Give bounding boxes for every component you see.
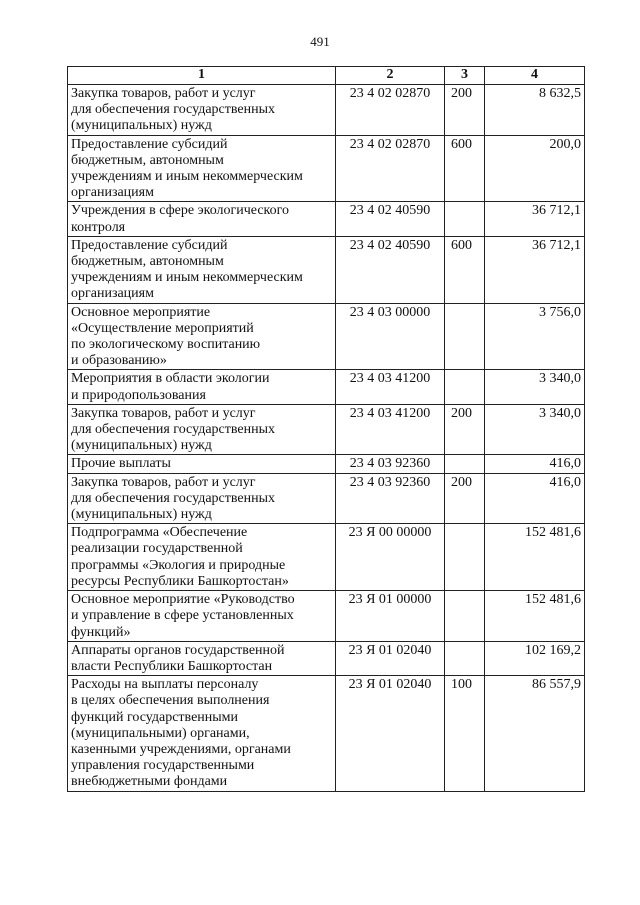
row-name-line: Прочие выплаты	[71, 456, 171, 472]
table-row	[68, 473, 585, 524]
row-amount-cell: 36 712,1	[485, 202, 585, 236]
row-code-cell: 23 4 03 41200	[336, 370, 445, 404]
table-row	[68, 303, 585, 370]
row-name-line: организациям	[71, 286, 154, 302]
row-name-line: организациям	[71, 185, 154, 201]
row-amount-cell: 152 481,6	[485, 524, 585, 591]
row-expense-type-cell: 200	[445, 473, 485, 524]
row-amount-cell: 8 632,5	[485, 85, 585, 136]
row-name-cell	[68, 370, 336, 404]
table-body	[68, 85, 585, 792]
row-name-line: (муниципальных) нужд	[71, 118, 212, 134]
header-row	[68, 67, 585, 85]
row-expense-type-cell	[445, 591, 485, 642]
row-name-cell	[68, 135, 336, 202]
row-name-line: Основное мероприятие	[71, 304, 211, 320]
row-amount-cell: 3 340,0	[485, 370, 585, 404]
row-name-cell	[68, 641, 336, 675]
row-name-line: бюджетным, автономным	[71, 254, 224, 270]
row-amount-cell: 200,0	[485, 135, 585, 202]
table-row	[68, 591, 585, 642]
column-header-2: 2	[336, 67, 445, 85]
row-expense-type-cell	[445, 303, 485, 370]
row-code-cell: 23 4 03 92360	[336, 455, 445, 473]
row-name-cell	[68, 236, 336, 303]
row-name-line: Подпрограмма «Обеспечение	[71, 525, 248, 541]
row-code-cell: 23 4 02 40590	[336, 202, 445, 236]
row-expense-type-cell	[445, 641, 485, 675]
row-name-line: казенными учреждениями, органами	[71, 741, 291, 757]
row-name-line: функций государственными	[71, 709, 239, 725]
row-expense-type-cell	[445, 524, 485, 591]
row-name-line: Закупка товаров, работ и услуг	[71, 405, 256, 421]
row-name-line: Основное мероприятие «Руководство	[71, 592, 295, 608]
row-name-cell	[68, 303, 336, 370]
row-name-line: реализации государственной	[71, 541, 243, 557]
row-name-line: «Осуществление мероприятий	[71, 320, 254, 336]
row-name-line: функций»	[71, 624, 131, 640]
row-amount-cell: 416,0	[485, 473, 585, 524]
row-expense-type-cell	[445, 370, 485, 404]
row-name-cell	[68, 676, 336, 791]
row-name-line: для обеспечения государственных	[71, 102, 275, 118]
table-row	[68, 85, 585, 136]
row-code-cell: 23 Я 01 02040	[336, 676, 445, 791]
row-amount-cell: 86 557,9	[485, 676, 585, 791]
row-expense-type-cell: 100	[445, 676, 485, 791]
row-code-cell: 23 Я 00 00000	[336, 524, 445, 591]
row-name-cell	[68, 202, 336, 236]
row-code-cell: 23 Я 01 02040	[336, 641, 445, 675]
row-code-cell: 23 4 03 00000	[336, 303, 445, 370]
row-name-line: для обеспечения государственных	[71, 422, 275, 438]
row-expense-type-cell: 200	[445, 85, 485, 136]
page-number: 491	[310, 34, 330, 49]
row-name-line: Мероприятия в области экологии	[71, 371, 270, 387]
row-name-line: Предоставление субсидий	[71, 136, 228, 152]
row-name-cell	[68, 455, 336, 473]
table-row	[68, 135, 585, 202]
row-name-line: учреждениям и иным некоммерческим	[71, 270, 303, 286]
row-amount-cell: 3 340,0	[485, 404, 585, 455]
row-expense-type-cell	[445, 202, 485, 236]
table-row	[68, 404, 585, 455]
table-row	[68, 455, 585, 473]
row-name-line: (муниципальными) органами,	[71, 725, 250, 741]
row-code-cell: 23 4 02 02870	[336, 135, 445, 202]
row-code-cell: 23 Я 01 00000	[336, 591, 445, 642]
row-code-cell: 23 4 02 02870	[336, 85, 445, 136]
row-amount-cell: 152 481,6	[485, 591, 585, 642]
row-name-cell	[68, 524, 336, 591]
row-amount-cell: 36 712,1	[485, 236, 585, 303]
row-code-cell: 23 4 03 41200	[336, 404, 445, 455]
row-expense-type-cell: 600	[445, 135, 485, 202]
row-amount-cell: 416,0	[485, 455, 585, 473]
row-name-line: в целях обеспечения выполнения	[71, 693, 270, 709]
table-row	[68, 370, 585, 404]
row-name-line: учреждениям и иным некоммерческим	[71, 169, 303, 185]
row-name-line: Предоставление субсидий	[71, 237, 228, 253]
row-expense-type-cell: 600	[445, 236, 485, 303]
row-name-line: и управление в сфере установленных	[71, 608, 294, 624]
row-name-line: Закупка товаров, работ и услуг	[71, 474, 256, 490]
row-name-line: Учреждения в сфере экологического	[71, 203, 290, 219]
row-name-line: и образованию»	[71, 353, 167, 369]
row-name-cell	[68, 404, 336, 455]
row-name-line: бюджетным, автономным	[71, 152, 224, 168]
row-name-line: Закупка товаров, работ и услуг	[71, 86, 256, 101]
row-name-line: по экологическому воспитанию	[71, 337, 261, 353]
row-code-cell: 23 4 03 92360	[336, 473, 445, 524]
row-name-line: для обеспечения государственных	[71, 490, 275, 506]
row-name-line: власти Республики Башкортостан	[71, 658, 273, 674]
row-name-line: внебюджетными фондами	[71, 774, 228, 790]
table-row	[68, 202, 585, 236]
row-name-line: ресурсы Республики Башкортостан»	[71, 573, 289, 589]
table-row	[68, 524, 585, 591]
column-header-1: 1	[68, 67, 336, 85]
row-expense-type-cell	[445, 455, 485, 473]
row-name-cell	[68, 591, 336, 642]
table-row	[68, 676, 585, 791]
row-name-line: программы «Экология и природные	[71, 557, 286, 573]
budget-table	[67, 66, 585, 792]
row-name-line: управления государственными	[71, 758, 255, 774]
row-name-cell	[68, 473, 336, 524]
row-name-line: и природопользования	[71, 387, 206, 403]
row-name-line: Аппараты органов государственной	[71, 642, 285, 658]
row-name-line: (муниципальных) нужд	[71, 438, 212, 454]
table-row	[68, 641, 585, 675]
table-row	[68, 236, 585, 303]
row-name-cell	[68, 85, 336, 136]
table-header	[68, 67, 585, 85]
row-name-line: контроля	[71, 219, 126, 235]
column-header-3: 3	[445, 67, 485, 85]
row-amount-cell: 102 169,2	[485, 641, 585, 675]
row-amount-cell: 3 756,0	[485, 303, 585, 370]
column-header-4: 4	[485, 67, 585, 85]
row-name-line: (муниципальных) нужд	[71, 507, 212, 523]
row-expense-type-cell: 200	[445, 404, 485, 455]
row-name-line: Расходы на выплаты персоналу	[71, 677, 259, 693]
row-code-cell: 23 4 02 40590	[336, 236, 445, 303]
